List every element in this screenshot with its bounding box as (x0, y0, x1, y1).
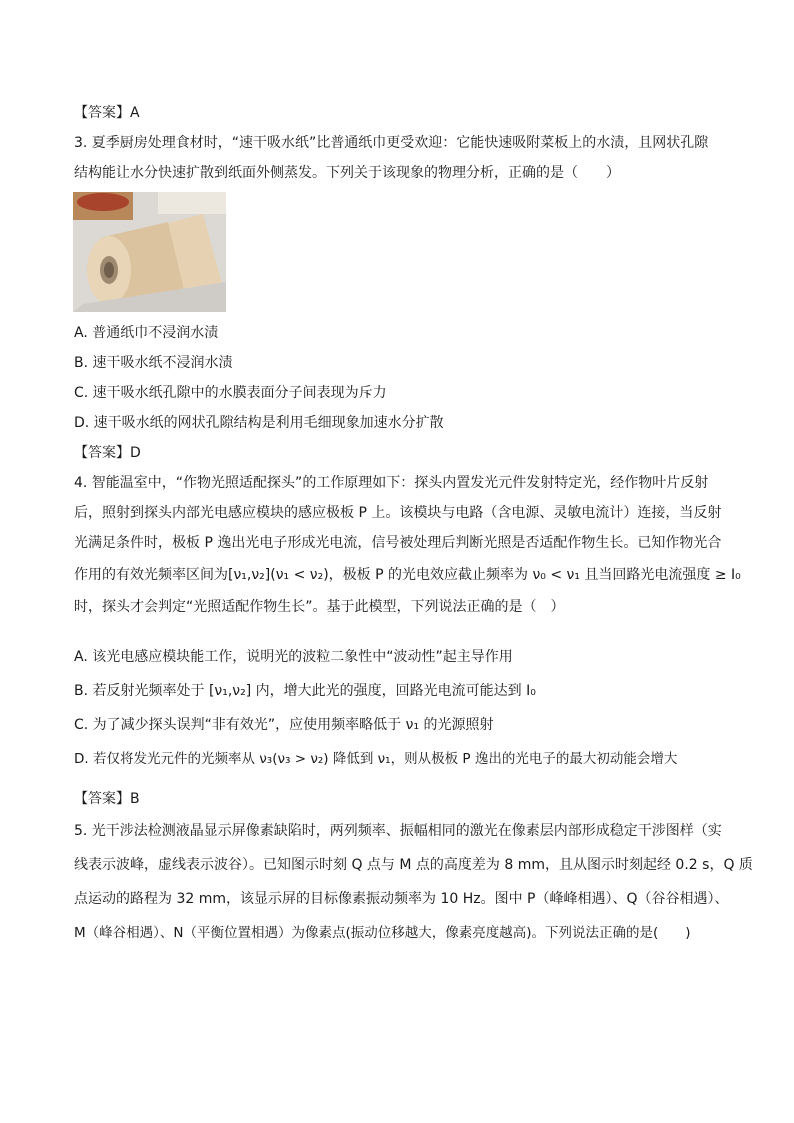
option-c: C. 为了减少探头误判“非有效光”，应使用频率略低于 ν₁ 的光源照射 (74, 717, 494, 733)
question-4-stem-line: 4. 智能温室中，“作物光照适配探头”的工作原理如下：探头内置发光元件发射特定光，经作物叶片反射 (74, 475, 709, 491)
option-b: B. 速干吸水纸不浸润水渍 (74, 355, 233, 371)
question-5-stem-line: 5. 光干涉法检测液晶显示屏像素缺陷时，两列频率、振幅相同的激光在像素层内部形成稳定干涉图样（实 (74, 823, 722, 839)
option-a: A. 普通纸巾不浸润水渍 (74, 325, 219, 341)
question-5-stem-line: M（峰谷相遇）、N（平衡位置相遇）为像素点(振动位移越大，像素亮度越高)。下列说法正确的是( ) (74, 925, 691, 941)
answer-label-q3: 【答案】D (74, 445, 141, 461)
question-4-stem-line: 时，探头才会判定“光照适配作物生长”。基于此模型，下列说法正确的是（ ） (74, 599, 565, 615)
answer-label-q4: 【答案】B (74, 791, 140, 807)
option-d: D. 速干吸水纸的网状孔隙结构是利用毛细现象加速水分扩散 (74, 415, 444, 431)
option-d: D. 若仅将发光元件的光频率从 ν₃(ν₃ > ν₂) 降低到 ν₁，则从极板 P 逸出的光电子的最大初动能会增大 (74, 751, 678, 767)
question-4-stem-line: 后，照射到探头内部光电感应模块的感应极板 P 上。该模块与电路（含电源、灵敏电流计）连接，当反射 (74, 505, 722, 521)
question-5-stem-line: 点运动的路程为 32 mm，该显示屏的目标像素振动频率为 10 Hz。图中 P（峰峰相遇）、Q（谷谷相遇）、 (74, 891, 729, 907)
paper-towel-roll-illustration (73, 192, 226, 312)
question-3-options (74, 318, 724, 438)
question-5-stem-line: 线表示波峰，虚线表示波谷）。已知图示时刻 Q 点与 M 点的高度差为 8 mm，且从图示时刻起经 0.2 s，Q 质 (74, 857, 753, 873)
option-c: C. 速干吸水纸孔隙中的水膜表面分子间表现为斥力 (74, 385, 387, 401)
question-4 (74, 468, 741, 622)
question-3-stem-line: 结构能让水分快速扩散到纸面外侧蒸发。下列关于该现象的物理分析，正确的是（ ） (74, 165, 620, 181)
question-3-stem-line: 3. 夏季厨房处理食材时，“速干吸水纸”比普通纸巾更受欢迎：它能快速吸附菜板上的水渍，且网状孔隙 (74, 135, 709, 151)
question-3 (74, 128, 724, 188)
answer-label-q2: 【答案】A (74, 105, 140, 121)
question-4-stem-line: 光满足条件时，极板 P 逸出光电子形成光电流，信号被处理后判断光照是否适配作物生长。已知作物光合 (74, 535, 722, 551)
option-b: B. 若反射光频率处于 [ν₁,ν₂] 内，增大此光的强度，回路光电流可能达到 I₀ (74, 683, 536, 699)
question-4-options (74, 640, 724, 776)
question-5 (74, 814, 753, 950)
option-a: A. 该光电感应模块能工作，说明光的波粒二象性中“波动性”起主导作用 (74, 649, 513, 665)
paper-towel-photo (73, 192, 226, 312)
question-4-stem-line: 作用的有效光频率区间为[ν₁,ν₂](ν₁ < ν₂)，极板 P 的光电效应截止频率为 ν₀ < ν₁ 且当回路光电流强度 ≥ I₀ (74, 567, 741, 583)
